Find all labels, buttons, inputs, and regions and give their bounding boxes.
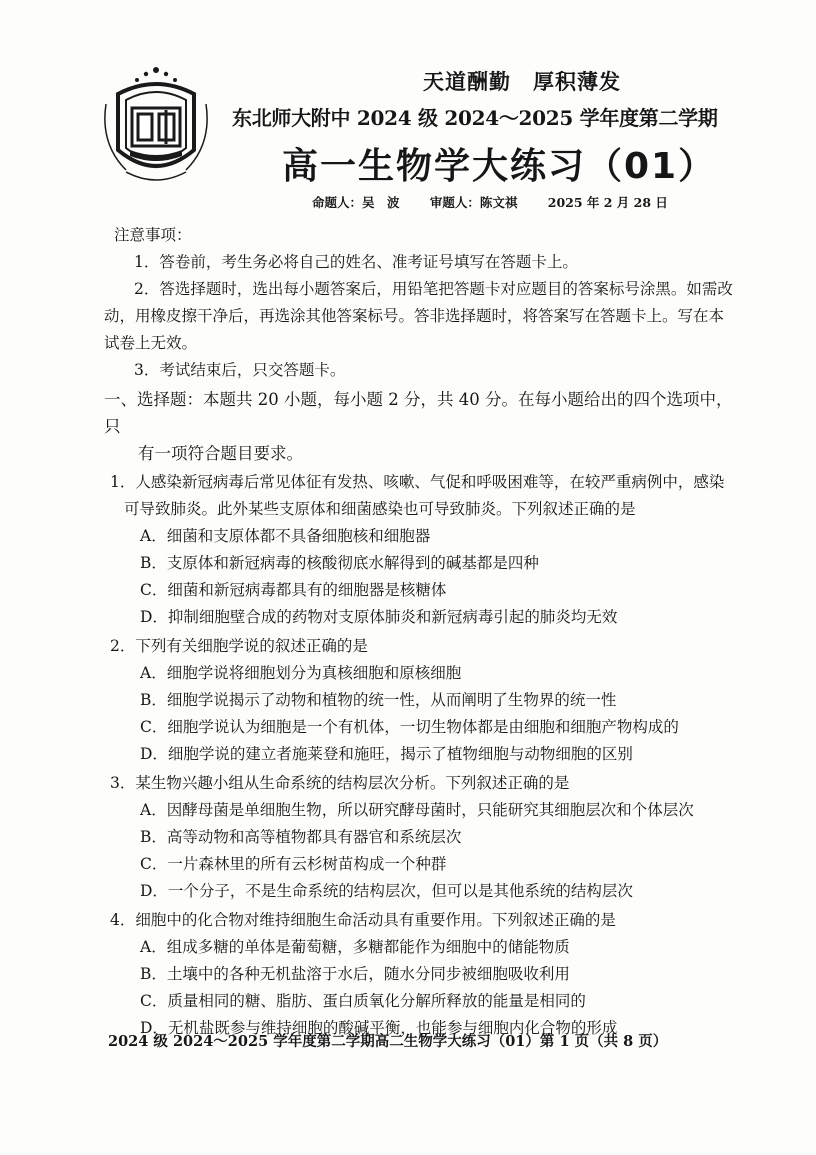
notes-title: 注意事项：	[114, 226, 192, 244]
school-term-line: 东北师大附中 2024 级 2024～2025 学年度第二学期	[232, 106, 718, 130]
option-b: B．土壤中的各种无机盐溶于水后，随水分同步被细胞吸收利用	[140, 965, 570, 983]
exam-content	[104, 222, 734, 1042]
page-footer: 2024 级 2024～2025 学年度第二学期高二生物学大练习（01）第 1 页（共 8 页）	[108, 1033, 668, 1050]
school-motto: 天道酬勤 厚积薄发	[423, 69, 621, 94]
question-1	[104, 469, 734, 631]
school-logo	[96, 64, 216, 190]
option-b: B．支原体和新冠病毒的核酸彻底水解得到的碱基都是四种	[140, 554, 539, 572]
question-stem: 1．人感染新冠病毒后常见体征有发热、咳嗽、气促和呼吸困难等，在较严重病例中，感染可导致肺炎。此外某些支原体和细菌感染也可导致肺炎。下列叙述正确的是	[110, 473, 725, 518]
author-label: 命题人：吴 波	[312, 195, 400, 210]
option-c: C．质量相同的糖、脂肪、蛋白质氧化分解所释放的能量是相同的	[140, 992, 586, 1010]
option-c: C．细菌和新冠病毒都具有的细胞器是核糖体	[140, 581, 447, 599]
option-d: D．抑制细胞壁合成的药物对支原体肺炎和新冠病毒引起的肺炎均无效	[140, 608, 618, 626]
question-stem: 3．某生物兴趣小组从生命系统的结构层次分析。下列叙述正确的是	[110, 774, 570, 792]
question-4	[104, 907, 734, 1042]
option-c: C．一片森林里的所有云杉树苗构成一个种群	[140, 855, 447, 873]
section-title-continuation: 有一项符合题目要求。	[138, 444, 303, 463]
option-a: A．细菌和支原体都不具备细胞核和细胞器	[140, 527, 431, 545]
option-d: D．无机盐既参与维持细胞的酸碱平衡，也能参与细胞内化合物的形成	[140, 1019, 618, 1037]
question-3	[104, 770, 734, 905]
option-a: A．因酵母菌是单细胞生物，所以研究酵母菌时，只能研究其细胞层次和个体层次	[140, 801, 694, 819]
exam-meta	[312, 193, 694, 211]
option-c: C．细胞学说认为细胞是一个有机体，一切生物体都是由细胞和细胞产物构成的	[140, 718, 679, 736]
option-d: D．一个分子，不是生命系统的结构层次，但可以是其他系统的结构层次	[140, 882, 633, 900]
option-a: A．细胞学说将细胞划分为真核细胞和原核细胞	[140, 664, 462, 682]
note-item: 3．考试结束后，只交答题卡。	[134, 361, 346, 379]
exam-header	[232, 66, 772, 131]
option-b: B．细胞学说揭示了动物和植物的统一性，从而阐明了生物界的统一性	[140, 691, 617, 709]
option-a: A．组成多糖的单体是葡萄糖，多糖都能作为细胞中的储能物质	[140, 938, 570, 956]
option-d: D．细胞学说的建立者施莱登和施旺，揭示了植物细胞与动物细胞的区别	[140, 745, 633, 763]
question-stem: 2．下列有关细胞学说的叙述正确的是	[110, 637, 368, 655]
note-item: 2．答选择题时，选出每小题答案后，用铅笔把答题卡对应题目的答案标号涂黑。如需改动，用橡皮擦干净后，再选涂其他答案标号。答非选择题时，将答案写在答题卡上。写在本试卷上无效。	[104, 280, 733, 352]
option-b: B．高等动物和高等植物都具有器官和系统层次	[140, 828, 462, 846]
section-title: 一、选择题：本题共 20 小题，每小题 2 分，共 40 分。在每小题给出的四个选项中，只	[104, 390, 733, 436]
question-stem: 4．细胞中的化合物对维持细胞生命活动具有重要作用。下列叙述正确的是	[110, 911, 616, 929]
question-2	[104, 633, 734, 768]
exam-title: 高一生物学大练习（01）	[282, 146, 717, 187]
exam-date: 2025 年 2 月 28 日	[547, 195, 668, 210]
reviewer-label: 审题人：陈文祺	[429, 195, 518, 210]
section-heading	[104, 386, 734, 467]
note-item: 1．答卷前，考生务必将自己的姓名、准考证号填写在答题卡上。	[134, 253, 578, 271]
